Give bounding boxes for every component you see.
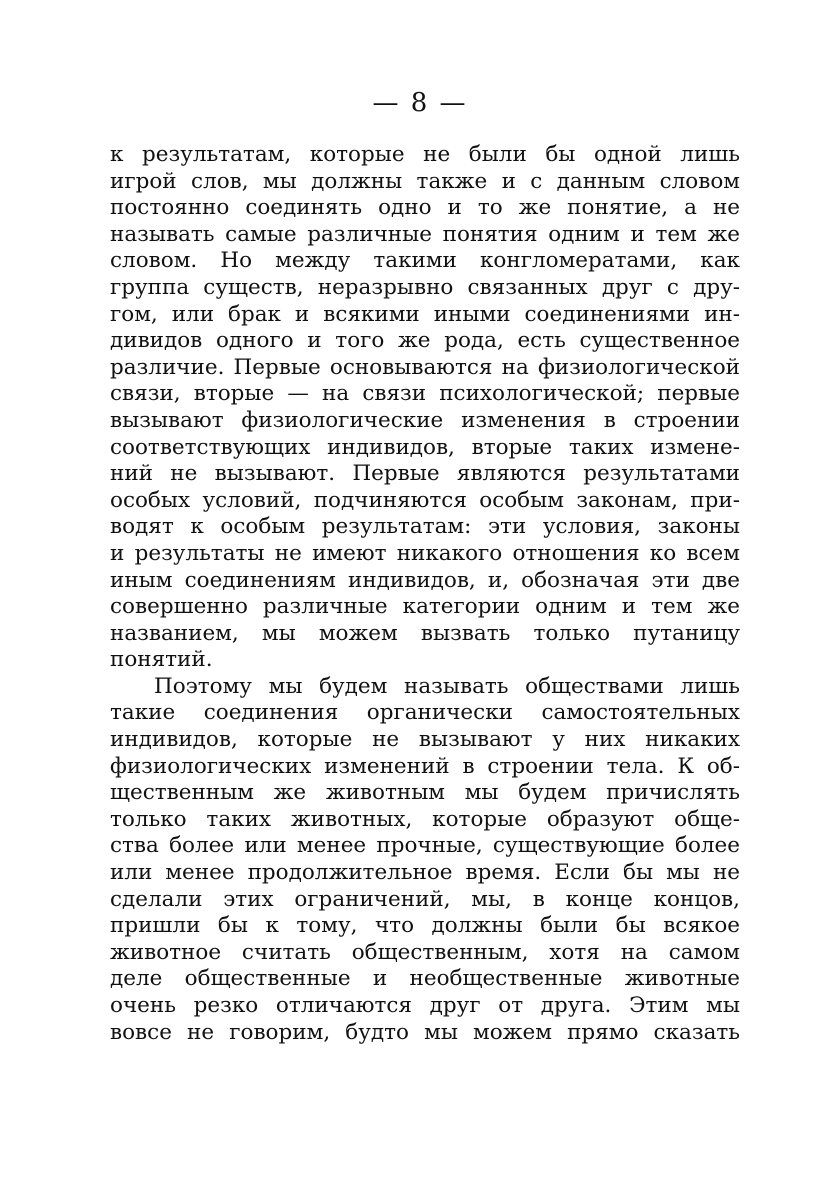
text-line: названием, мы можем вызвать только путаницу: [110, 620, 740, 646]
paragraph-2: [110, 674, 740, 1046]
text-line: Поэтому мы будем называть обществами лишь: [154, 673, 740, 699]
text-line: совершенно различные категории одним и тем же: [110, 594, 740, 620]
text-line: животное считать общественным, хотя на самом: [110, 939, 740, 965]
text-line: такие соединения органически самостоятельных: [110, 700, 740, 726]
text-line: постоянно соединять одно и то же понятие, а не: [110, 195, 740, 221]
text-line: и результаты не имеют никакого отношения ко всем: [110, 540, 740, 566]
text-line: или менее продолжительное время. Если бы мы не: [110, 860, 740, 886]
text-line: физиологических изменений в строении тела. К об-: [110, 753, 740, 779]
text-line: особых условий, подчиняются особым законам, при-: [110, 487, 740, 513]
text-line: щественным же животным мы будем причислять: [110, 780, 740, 806]
text-line: понятий.: [110, 647, 213, 673]
text-line: только таких животных, которые образуют обще-: [110, 806, 740, 832]
text-line: деле общественные и необщественные животные: [110, 966, 740, 992]
text-line: словом. Но между такими конгломератами, как: [110, 248, 740, 274]
text-line: соответствующих индивидов, вторые таких измене-: [110, 434, 740, 460]
text-line: группа существ, неразрывно связанных друг с дру-: [110, 274, 740, 300]
text-line: пришли бы к тому, что должны были бы всякое: [110, 913, 740, 939]
page-number: — 8 —: [372, 88, 468, 118]
text-line: различие. Первые основываются на физиологической: [110, 354, 740, 380]
text-line: очень резко отличаются друг от друга. Этим мы: [110, 993, 740, 1018]
text-line: гом, или брак и всякими иными соединениями ин-: [110, 301, 740, 327]
text-line: дивидов одного и того же рода, есть существенное: [110, 328, 740, 354]
text-line: сделали этих ограничений, мы, в конце концов,: [110, 886, 740, 912]
text-line: называть самые различные понятия одним и тем же: [110, 221, 740, 247]
text-line: ний не вызывают. Первые являются результатами: [110, 461, 740, 487]
text-line: водят к особым результатам: эти условия, законы: [110, 514, 740, 540]
text-line: к результатам, которые не были бы одной лишь: [110, 142, 740, 167]
text-line: ства более или менее прочные, существующие более: [110, 833, 740, 859]
paragraph-1: [110, 142, 740, 674]
body-text: [110, 142, 740, 1046]
text-line: вызывают физиологические изменения в строении: [110, 407, 740, 433]
text-line: иным соединениям индивидов, и, обозначая эти две: [110, 567, 740, 593]
text-line: индивидов, которые не вызывают у них никаких: [110, 727, 740, 753]
text-line: игрой слов, мы должны также и с данным словом: [110, 168, 740, 194]
text-line: вовсе не говорим, будто мы можем прямо сказать: [110, 1019, 740, 1045]
text-line: связи, вторые — на связи психологической; первые: [110, 381, 740, 407]
